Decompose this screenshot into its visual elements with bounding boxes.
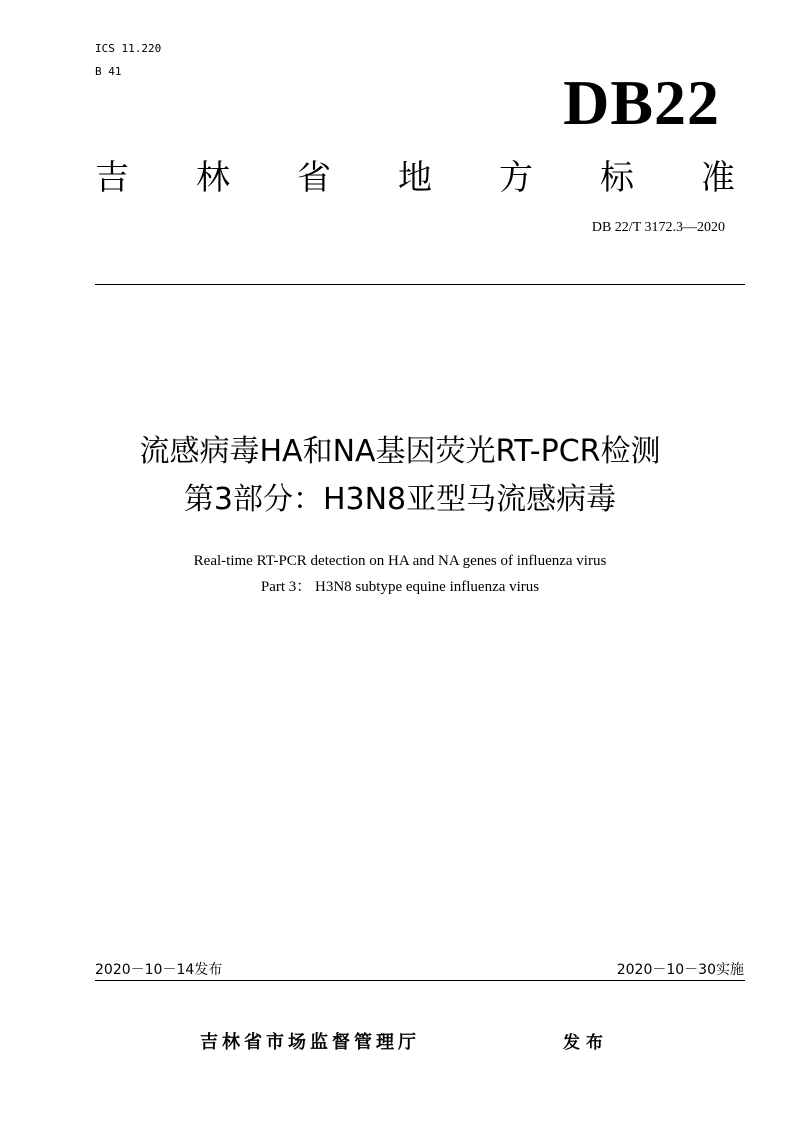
english-title-line-2: Part 3： H3N8 subtype equine influenza virus [260, 579, 540, 595]
standard-type-heading [95, 156, 735, 200]
standard-logo: DB22 [563, 67, 720, 138]
issuing-authority: 吉林省市场监督管理厅 [200, 1032, 420, 1053]
standard-type-char: 地 [398, 158, 432, 198]
standard-type-char: 吉 [95, 158, 129, 198]
implementation-date: 2020－10－30实施 [616, 962, 744, 978]
standard-number: DB 22/T 3172.3—2020 [591, 220, 725, 235]
standard-type-char: 标 [600, 158, 634, 198]
standard-type-char: 省 [297, 158, 331, 198]
issue-date: 2020－10－14发布 [95, 962, 223, 978]
classification-code: B 41 [95, 65, 122, 78]
standard-type-char: 方 [499, 158, 533, 198]
ics-code: ICS 11.220 [95, 42, 162, 55]
standard-type-char: 林 [196, 158, 230, 198]
bottom-divider [95, 980, 745, 981]
english-title-line-1: Real-time RT-PCR detection on HA and NA genes of influenza virus [193, 553, 607, 569]
top-divider [95, 284, 745, 285]
chinese-title-line-1: 流感病毒HA和NA基因荧光RT-PCR检测 [139, 434, 661, 469]
chinese-title-line-2: 第3部分：H3N8亚型马流感病毒 [183, 482, 617, 517]
publish-label: 发布 [563, 1033, 609, 1053]
standard-type-char: 准 [701, 158, 735, 198]
